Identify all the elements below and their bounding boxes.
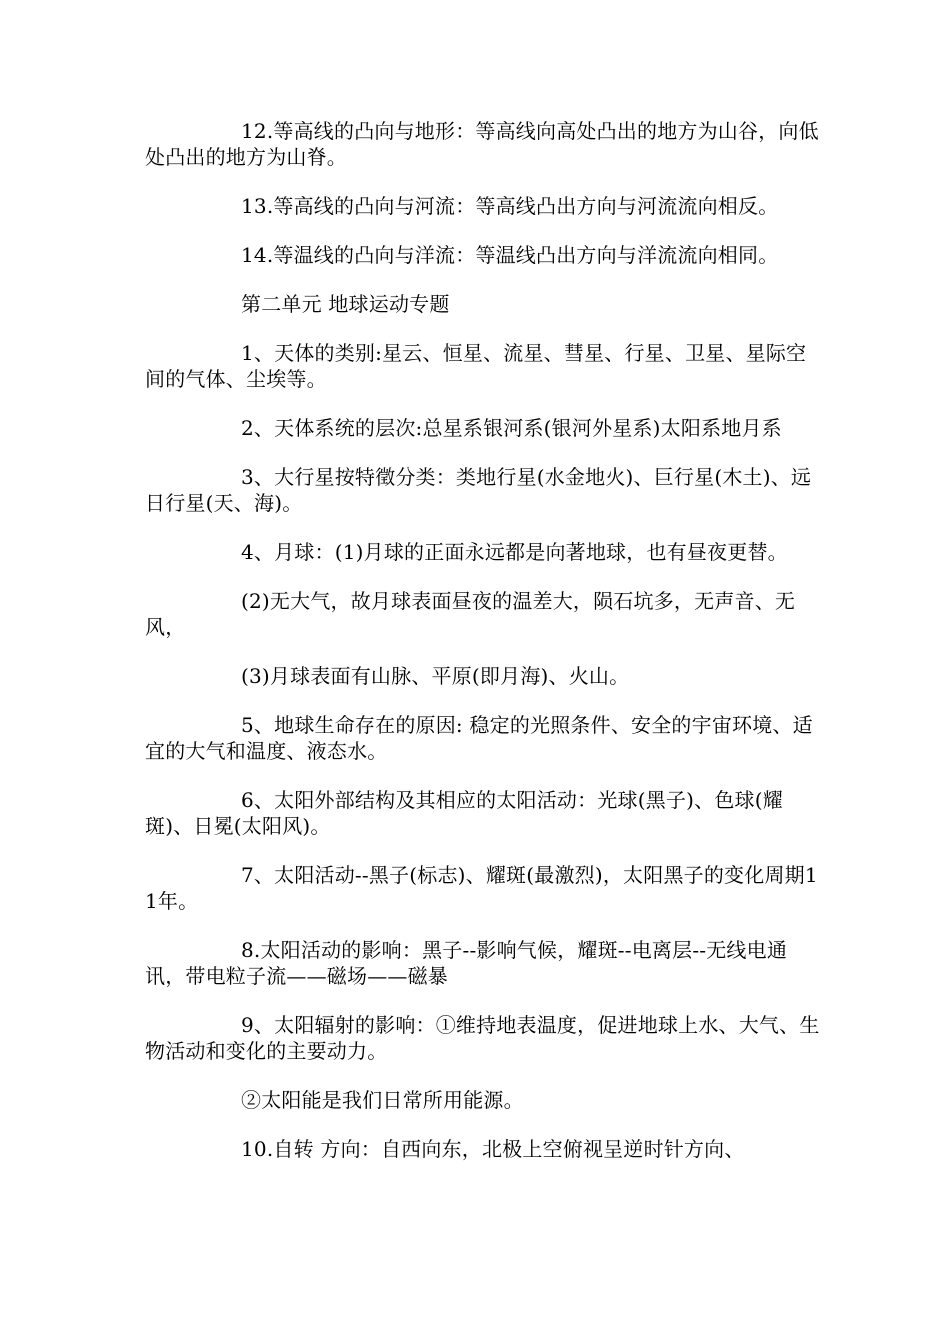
section-heading: 第二单元 地球运动专题 — [241, 292, 450, 316]
document-body — [145, 118, 825, 1185]
paragraph-planet-classes: 3、大行星按特徵分类：类地行星(水金地火)、巨行星(木土)、远日行星(天、海)。 — [145, 465, 812, 515]
paragraph-solar-effects: 8.太阳活动的影响：黑子--影响气候，耀斑--电离层--无线电通讯，带电粒子流——磁场——磁暴 — [145, 938, 788, 988]
paragraph-celestial-systems: 2、天体系统的层次:总星系银河系(银河外星系)太阳系地月系 — [241, 416, 782, 440]
paragraph-solar-energy: ②太阳能是我们日常所用能源。 — [241, 1088, 524, 1112]
paragraph-sun-structure: 6、太阳外部结构及其相应的太阳活动：光球(黑子)、色球(耀斑)、日冕(太阳风)。 — [145, 788, 783, 838]
paragraph-celestial-types: 1、天体的类别:星云、恒星、流星、彗星、行星、卫星、星际空间的气体、尘埃等。 — [145, 341, 807, 391]
paragraph-moon-2: (2)无大气，故月球表面昼夜的温差大，陨石坑多，无声音、无风， — [145, 589, 796, 639]
paragraph-solar-activity: 7、太阳活动--黑子(标志)、耀斑(最激烈)，太阳黑子的变化周期11年。 — [145, 863, 818, 913]
paragraph-contour-terrain: 12.等高线的凸向与地形：等高线向高处凸出的地方为山谷，向低处凸出的地方为山脊。 — [145, 119, 819, 169]
paragraph-moon-3: (3)月球表面有山脉、平原(即月海)、火山。 — [241, 664, 630, 688]
paragraph-moon-1: 4、月球：(1)月球的正面永远都是向著地球，也有昼夜更替。 — [241, 540, 788, 564]
paragraph-isotherm-current: 14.等温线的凸向与洋流：等温线凸出方向与洋流流向相同。 — [241, 243, 779, 267]
paragraph-rotation: 10.自转 方向：自西向东，北极上空俯视呈逆时针方向、 — [241, 1137, 745, 1161]
paragraph-earth-life: 5、地球生命存在的原因: 稳定的光照条件、安全的宇宙环境、适宜的大气和温度、液态水。 — [145, 713, 813, 763]
paragraph-contour-river: 13.等高线的凸向与河流：等高线凸出方向与河流流向相反。 — [241, 194, 779, 218]
paragraph-solar-radiation: 9、太阳辐射的影响：①维持地表温度，促进地球上水、大气、生物活动和变化的主要动力。 — [145, 1013, 820, 1063]
